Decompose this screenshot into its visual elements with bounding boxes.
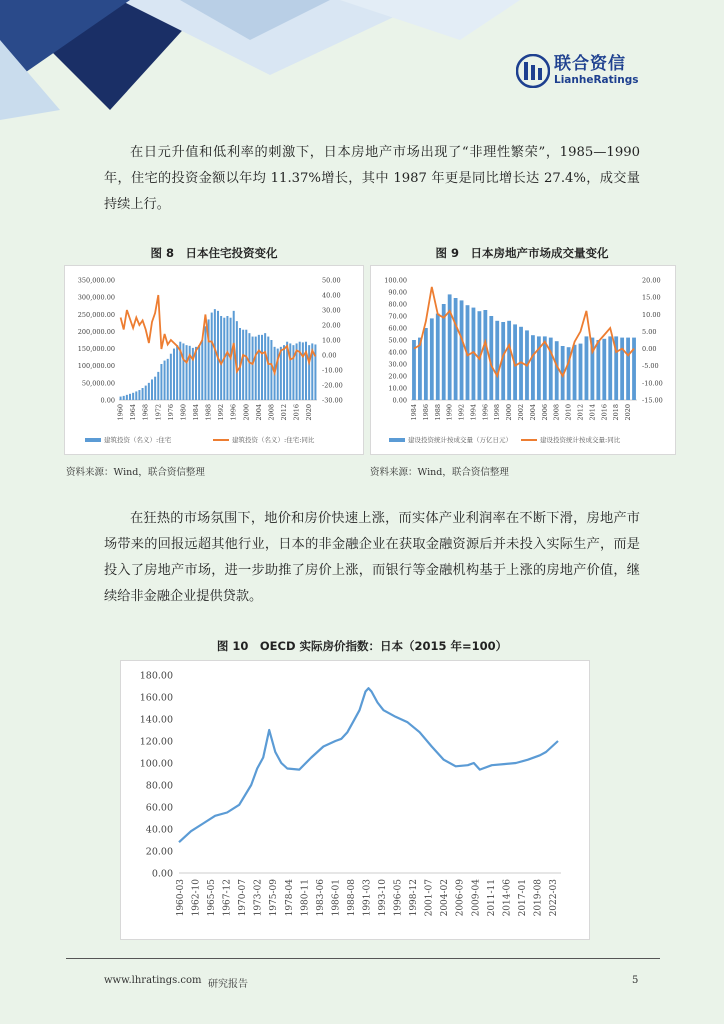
fig9-ytick-left: 100.00 bbox=[384, 276, 407, 285]
fig10-xtick: 2001-07 bbox=[424, 879, 435, 917]
fig9-ytick-right: 0.00 bbox=[642, 345, 657, 354]
fig10-xtick: 1996-05 bbox=[393, 879, 404, 917]
fig9-ytick-right: 15.00 bbox=[642, 293, 661, 302]
fig9-bar bbox=[483, 310, 487, 400]
fig9-bar bbox=[543, 336, 547, 400]
fig8-bar bbox=[214, 309, 216, 400]
fig10-ytick: 160.00 bbox=[139, 692, 173, 704]
fig10-ytick: 60.00 bbox=[145, 802, 173, 814]
fig8-ytick-right: 30.00 bbox=[322, 306, 341, 315]
lianhe-logo-icon bbox=[516, 54, 550, 88]
fig9-bar bbox=[412, 340, 416, 400]
fig10-xtick: 1965-05 bbox=[207, 879, 218, 917]
fig8-bar bbox=[258, 335, 260, 400]
source-note-left: 资料来源：Wind，联合资信整理 bbox=[66, 467, 205, 478]
fig8-xtick: 1960 bbox=[116, 404, 125, 421]
paragraph-1: 在日元升值和低利率的刺激下，日本房地产市场出现了“非理性繁荣”，1985—1990 年，住宅的投资金额以年均 11.37%增长，其中 1987 年更是同比增长达 27.4%，成交量持续上行。 bbox=[104, 145, 640, 212]
fig8-bar bbox=[170, 354, 172, 400]
fig8-bar bbox=[267, 337, 269, 400]
fig9-ytick-left: 90.00 bbox=[388, 288, 407, 297]
fig9-ytick-left: 70.00 bbox=[388, 312, 407, 321]
fig8-bar bbox=[211, 313, 213, 400]
fig8-xtick: 1988 bbox=[204, 404, 213, 421]
fig8-ytick-left: 100,000.00 bbox=[77, 362, 115, 371]
fig10-xtick: 1993-10 bbox=[378, 879, 389, 917]
fig10-xtick: 2004-02 bbox=[440, 879, 451, 917]
fig8-ytick-left: 50,000.00 bbox=[81, 379, 115, 388]
fig8-bar bbox=[261, 335, 263, 400]
fig9-ytick-left: 30.00 bbox=[388, 360, 407, 369]
fig8-ytick-right: -20.00 bbox=[322, 381, 343, 390]
fig9-ytick-left: 60.00 bbox=[388, 324, 407, 333]
fig10-ytick: 80.00 bbox=[145, 780, 173, 792]
fig9-bar bbox=[632, 338, 636, 400]
fig8-chart bbox=[64, 265, 364, 455]
fig9-xtick: 2004 bbox=[528, 404, 537, 421]
fig9-title: 图 9 日本房地产市场成交量变化 bbox=[435, 246, 609, 260]
fig9-xtick: 1998 bbox=[493, 404, 502, 421]
fig9-ytick-right: -15.00 bbox=[642, 396, 663, 405]
fig8-bar bbox=[154, 377, 156, 400]
fig8-xtick: 1968 bbox=[141, 404, 150, 421]
fig9-xtick: 2012 bbox=[576, 404, 585, 421]
fig8-bar bbox=[289, 343, 291, 400]
fig9-xtick: 2006 bbox=[540, 404, 549, 421]
fig10-xtick: 1986-01 bbox=[331, 879, 342, 917]
fig10-xtick: 1980-11 bbox=[300, 879, 311, 917]
fig8-ytick-left: 200,000.00 bbox=[77, 327, 115, 336]
fig10-xtick: 1960-03 bbox=[176, 879, 187, 917]
fig8-xtick: 2016 bbox=[292, 404, 301, 421]
fig8-bar bbox=[198, 345, 200, 400]
fig9-xtick: 2020 bbox=[624, 404, 633, 421]
fig9-bar bbox=[608, 336, 612, 400]
fig9-bar bbox=[626, 338, 630, 400]
fig8-xtick: 2008 bbox=[267, 404, 276, 421]
fig9-ytick-right: -5.00 bbox=[642, 362, 659, 371]
fig8-bar bbox=[151, 379, 153, 400]
fig9-xtick: 2000 bbox=[505, 404, 514, 421]
fig8-ytick-left: 350,000.00 bbox=[77, 276, 115, 285]
fig8-xtick: 1972 bbox=[154, 404, 163, 421]
fig9-ytick-left: 10.00 bbox=[388, 384, 407, 393]
fig9-xtick: 1992 bbox=[457, 404, 466, 421]
fig9-ytick-right: 20.00 bbox=[642, 276, 661, 285]
fig9-bar bbox=[418, 338, 422, 400]
fig9-ytick-left: 40.00 bbox=[388, 348, 407, 357]
fig10-ytick: 100.00 bbox=[139, 758, 173, 770]
fig8-xtick: 1984 bbox=[192, 404, 200, 421]
fig9-bar bbox=[585, 336, 589, 400]
fig8-ytick-right: 50.00 bbox=[322, 276, 341, 285]
fig8-xtick: 1992 bbox=[217, 404, 226, 421]
fig10-ytick: 40.00 bbox=[145, 824, 173, 836]
fig9-xtick: 2002 bbox=[517, 404, 526, 421]
fig10-xtick: 1973-02 bbox=[253, 879, 264, 917]
fig8-xtick: 1980 bbox=[179, 404, 188, 421]
fig8-bar bbox=[314, 344, 316, 400]
fig9-bar bbox=[495, 321, 499, 400]
fig9-xtick: 2008 bbox=[552, 404, 561, 421]
fig9-xtick: 2016 bbox=[600, 404, 609, 421]
fig8-ytick-right: 40.00 bbox=[322, 291, 341, 300]
fig9-ytick-left: 20.00 bbox=[388, 372, 407, 381]
fig8-xtick: 1996 bbox=[229, 404, 238, 421]
fig9-ytick-right: 10.00 bbox=[642, 310, 661, 319]
fig8-legend-bar-swatch bbox=[85, 438, 101, 442]
fig9-xtick: 1994 bbox=[469, 404, 478, 421]
paragraph-2: 在狂热的市场氛围下，地价和房价快速上涨，而实体产业利润率在不断下滑，房地产市场带来的回报远超其他行业，日本的非金融企业在获取金融资源后并未投入实际生产，而是投入了房地产市场，进一步助推了房价上涨，而银行等金融机构基于上涨的房地产价值，继续给非金融企业提供贷款。 bbox=[104, 511, 640, 604]
fig9-line-series bbox=[414, 287, 634, 376]
fig10-xtick: 2014-06 bbox=[502, 879, 513, 917]
fig9-bar bbox=[424, 328, 428, 400]
fig8-bar bbox=[160, 364, 162, 400]
fig8-legend-line-label: 建筑投资（名义）:住宅:同比 bbox=[232, 436, 315, 444]
fig9-legend-bar-label: 建设投资统计按成交量（万亿日元） bbox=[408, 436, 512, 444]
fig9-legend-line-label: 建设投资统计按成交量:同比 bbox=[540, 436, 621, 444]
fig10-xtick: 1978-04 bbox=[284, 879, 295, 917]
fig9-ytick-left: 50.00 bbox=[388, 336, 407, 345]
fig8-bar bbox=[245, 330, 247, 400]
fig9-bar bbox=[507, 321, 511, 400]
fig9-bar bbox=[549, 338, 553, 400]
fig10-xtick: 1962-10 bbox=[191, 879, 202, 917]
fig10-xtick: 2019-08 bbox=[533, 879, 544, 917]
fig10-title: 图 10 OECD 实际房价指数：日本（2015 年=100） bbox=[216, 639, 508, 653]
fig8-xtick: 2012 bbox=[280, 404, 288, 421]
fig8-xtick: 1964 bbox=[129, 404, 138, 421]
fig9-bar bbox=[460, 300, 464, 400]
page-number: 5 bbox=[632, 975, 639, 986]
fig9-xtick: 1984 bbox=[409, 404, 418, 421]
fig9-bar bbox=[596, 340, 600, 400]
fig8-bar bbox=[176, 345, 178, 400]
fig8-ytick-left: 0.00 bbox=[100, 396, 115, 405]
fig8-xtick: 2004 bbox=[254, 404, 263, 421]
fig9-xtick: 2010 bbox=[564, 404, 573, 421]
fig8-bar bbox=[226, 316, 228, 400]
fig8-bar bbox=[164, 361, 166, 400]
fig8-bar bbox=[135, 391, 137, 400]
fig9-ytick-right: -10.00 bbox=[642, 379, 663, 388]
fig10-ytick: 140.00 bbox=[139, 714, 173, 726]
fig8-bar bbox=[264, 333, 266, 400]
fig8-bar bbox=[299, 342, 301, 400]
fig10-line-series bbox=[179, 688, 558, 842]
fig8-bar bbox=[204, 326, 206, 400]
footer-website[interactable]: www.lhratings.com bbox=[104, 975, 202, 986]
fig10-xtick: 1983-06 bbox=[315, 879, 326, 917]
fig9-xtick: 1986 bbox=[421, 404, 430, 421]
fig8-bar bbox=[129, 394, 131, 400]
fig8-bar bbox=[167, 359, 169, 400]
fig8-bar bbox=[255, 337, 257, 400]
footer-divider bbox=[66, 958, 660, 959]
fig10-xtick: 1988-08 bbox=[346, 879, 357, 917]
fig8-bar bbox=[138, 390, 140, 400]
fig10-xtick: 1967-12 bbox=[222, 879, 233, 917]
fig8-bar bbox=[123, 396, 125, 400]
fig8-bar bbox=[173, 349, 175, 400]
fig9-ytick-left: 0.00 bbox=[392, 396, 407, 405]
fig8-bar bbox=[242, 330, 244, 400]
fig8-bar bbox=[283, 345, 285, 400]
fig10-xtick: 1998-12 bbox=[409, 879, 420, 917]
fig8-legend-bar-label: 建筑投资（名义）:住宅 bbox=[104, 436, 172, 444]
fig10-xtick: 2009-04 bbox=[471, 879, 482, 917]
fig9-xtick: 2018 bbox=[612, 404, 621, 421]
fig10-xtick: 1991-03 bbox=[362, 879, 373, 917]
fig9-legend-bar-swatch bbox=[389, 438, 405, 442]
fig8-xtick: 2000 bbox=[242, 404, 251, 421]
fig8-ytick-left: 300,000.00 bbox=[77, 293, 115, 302]
fig9-xtick: 2014 bbox=[588, 404, 597, 421]
fig8-ytick-right: 20.00 bbox=[322, 321, 341, 330]
fig9-bar bbox=[454, 298, 458, 400]
fig9-bar bbox=[620, 338, 624, 400]
fig9-ytick-right: 5.00 bbox=[642, 327, 657, 336]
fig9-bar bbox=[602, 339, 606, 400]
fig8-ytick-left: 150,000.00 bbox=[77, 345, 115, 354]
footer-doc-type: 研究报告 bbox=[208, 979, 248, 990]
fig10-xtick: 1970-07 bbox=[238, 879, 249, 917]
fig8-bar bbox=[145, 386, 147, 400]
fig9-bar bbox=[430, 318, 434, 400]
fig8-bar bbox=[308, 345, 310, 400]
fig8-bar bbox=[248, 333, 250, 400]
fig10-ytick: 0.00 bbox=[151, 868, 173, 880]
fig8-bar bbox=[157, 372, 159, 400]
fig8-ytick-right: -10.00 bbox=[322, 366, 343, 375]
fig10-xtick: 2006-09 bbox=[455, 879, 466, 917]
fig9-bar bbox=[436, 314, 440, 400]
brand-logo bbox=[516, 54, 638, 88]
fig9-bar bbox=[555, 341, 559, 400]
fig10-ytick: 20.00 bbox=[145, 846, 173, 858]
fig10-ytick: 120.00 bbox=[139, 736, 173, 748]
fig8-xtick: 2020 bbox=[305, 404, 314, 421]
fig10-xtick: 2022-03 bbox=[548, 879, 559, 917]
fig8-xtick: 1976 bbox=[166, 404, 175, 421]
brand-name-cn: 联合资信 bbox=[554, 54, 626, 74]
fig8-bar bbox=[148, 383, 150, 400]
fig8-bar bbox=[220, 316, 222, 400]
source-note-right: 资料来源：Wind，联合资信整理 bbox=[370, 467, 509, 478]
fig9-xtick: 1996 bbox=[481, 404, 490, 421]
brand-name-en: LianheRatings bbox=[554, 74, 639, 86]
fig8-bar bbox=[120, 397, 122, 400]
fig9-bar bbox=[573, 345, 577, 400]
fig8-bar bbox=[182, 343, 184, 400]
fig8-bar bbox=[201, 340, 203, 400]
fig9-xtick: 1990 bbox=[445, 404, 454, 421]
fig8-title: 图 8 日本住宅投资变化 bbox=[150, 246, 278, 260]
fig8-bar bbox=[270, 340, 272, 400]
fig8-ytick-right: 10.00 bbox=[322, 336, 341, 345]
fig10-ytick: 180.00 bbox=[139, 670, 173, 682]
fig8-bar bbox=[186, 345, 188, 400]
fig9-ytick-left: 80.00 bbox=[388, 300, 407, 309]
fig8-bar bbox=[142, 388, 144, 400]
fig10-xtick: 2011-11 bbox=[486, 879, 497, 917]
fig8-ytick-left: 250,000.00 bbox=[77, 310, 115, 319]
fig10-xtick: 2017-01 bbox=[517, 879, 528, 917]
fig8-ytick-right: -30.00 bbox=[322, 396, 343, 405]
fig9-xtick: 1988 bbox=[433, 404, 442, 421]
fig8-bar bbox=[292, 345, 294, 400]
fig10-xtick: 1975-09 bbox=[269, 879, 280, 917]
fig10-chart bbox=[120, 660, 590, 940]
fig8-bar bbox=[132, 393, 134, 400]
fig8-ytick-right: 0.00 bbox=[322, 351, 337, 360]
fig8-bar bbox=[302, 342, 304, 400]
fig9-chart bbox=[370, 265, 676, 455]
fig8-bar bbox=[126, 395, 128, 400]
fig9-bar bbox=[531, 335, 535, 400]
fig9-bar bbox=[579, 344, 583, 400]
fig8-bar bbox=[252, 337, 254, 400]
